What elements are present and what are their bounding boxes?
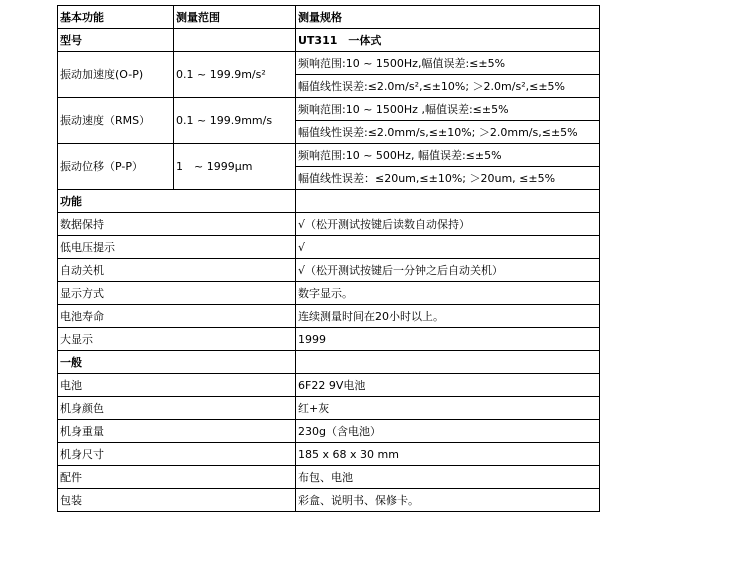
velocity-spec-2: 幅值线性误差:≤2.0mm/s,≤±10%; ＞2.0mm/s,≤±5% (296, 121, 600, 144)
velocity-range: 0.1 ~ 199.9mm/s (174, 98, 296, 144)
displacement-spec-2: 幅值线性误差：≤20um,≤±10%; ＞20um, ≤±5% (296, 167, 600, 190)
function-row (58, 282, 600, 305)
functions-title: 功能 (58, 190, 296, 213)
general-row (58, 489, 600, 512)
function-row (58, 213, 600, 236)
general-title-empty (296, 351, 600, 374)
general-label: 电池 (58, 374, 296, 397)
general-value: 布包、电池 (296, 466, 600, 489)
function-value: √ (296, 236, 600, 259)
model-label: 型号 (58, 29, 174, 52)
general-row (58, 466, 600, 489)
function-row (58, 236, 600, 259)
accel-spec-2: 幅值线性误差:≤2.0m/s²,≤±10%; ＞2.0m/s²,≤±5% (296, 75, 600, 98)
general-label: 包装 (58, 489, 296, 512)
general-label: 机身尺寸 (58, 443, 296, 466)
general-row (58, 420, 600, 443)
accel-range: 0.1 ~ 199.9m/s² (174, 52, 296, 98)
general-value: 6F22 9V电池 (296, 374, 600, 397)
velocity-spec-1: 频响范围:10 ~ 1500Hz ,幅值误差:≤±5% (296, 98, 600, 121)
function-label: 大显示 (58, 328, 296, 351)
function-label: 数据保持 (58, 213, 296, 236)
function-value: √（松开测试按键后一分钟之后自动关机） (296, 259, 600, 282)
function-label: 显示方式 (58, 282, 296, 305)
spec-table (57, 5, 600, 512)
model-empty-cell (174, 29, 296, 52)
displacement-range: 1 ~ 1999μm (174, 144, 296, 190)
general-value: 彩盒、说明书、保修卡。 (296, 489, 600, 512)
general-value: 185 x 68 x 30 mm (296, 443, 600, 466)
displacement-spec-1: 频响范围:10 ~ 500Hz, 幅值误差:≤±5% (296, 144, 600, 167)
general-label: 机身颜色 (58, 397, 296, 420)
general-row (58, 397, 600, 420)
model-value: UT311 一体式 (296, 29, 600, 52)
function-label: 自动关机 (58, 259, 296, 282)
displacement-label: 振动位移（P-P） (58, 144, 174, 190)
header-row (58, 6, 600, 29)
function-value: √（松开测试按键后读数自动保持） (296, 213, 600, 236)
general-label: 机身重量 (58, 420, 296, 443)
function-row (58, 328, 600, 351)
velocity-row (58, 98, 600, 121)
general-value: 红+灰 (296, 397, 600, 420)
general-value: 230g（含电池） (296, 420, 600, 443)
header-measure-spec: 测量规格 (296, 6, 600, 29)
general-title: 一般 (58, 351, 296, 374)
functions-title-empty (296, 190, 600, 213)
model-row (58, 29, 600, 52)
function-row (58, 305, 600, 328)
velocity-label: 振动速度（RMS） (58, 98, 174, 144)
function-row (58, 259, 600, 282)
function-label: 电池寿命 (58, 305, 296, 328)
general-row (58, 374, 600, 397)
function-label: 低电压提示 (58, 236, 296, 259)
function-value: 1999 (296, 328, 600, 351)
accel-row (58, 52, 600, 75)
general-title-row (58, 351, 600, 374)
function-value: 连续测量时间在20小时以上。 (296, 305, 600, 328)
general-row (58, 443, 600, 466)
function-value: 数字显示。 (296, 282, 600, 305)
displacement-row (58, 144, 600, 167)
header-basic-function: 基本功能 (58, 6, 174, 29)
accel-label: 振动加速度(O-P) (58, 52, 174, 98)
header-measure-range: 测量范围 (174, 6, 296, 29)
accel-spec-1: 频响范围:10 ~ 1500Hz,幅值误差:≤±5% (296, 52, 600, 75)
general-label: 配件 (58, 466, 296, 489)
functions-title-row (58, 190, 600, 213)
